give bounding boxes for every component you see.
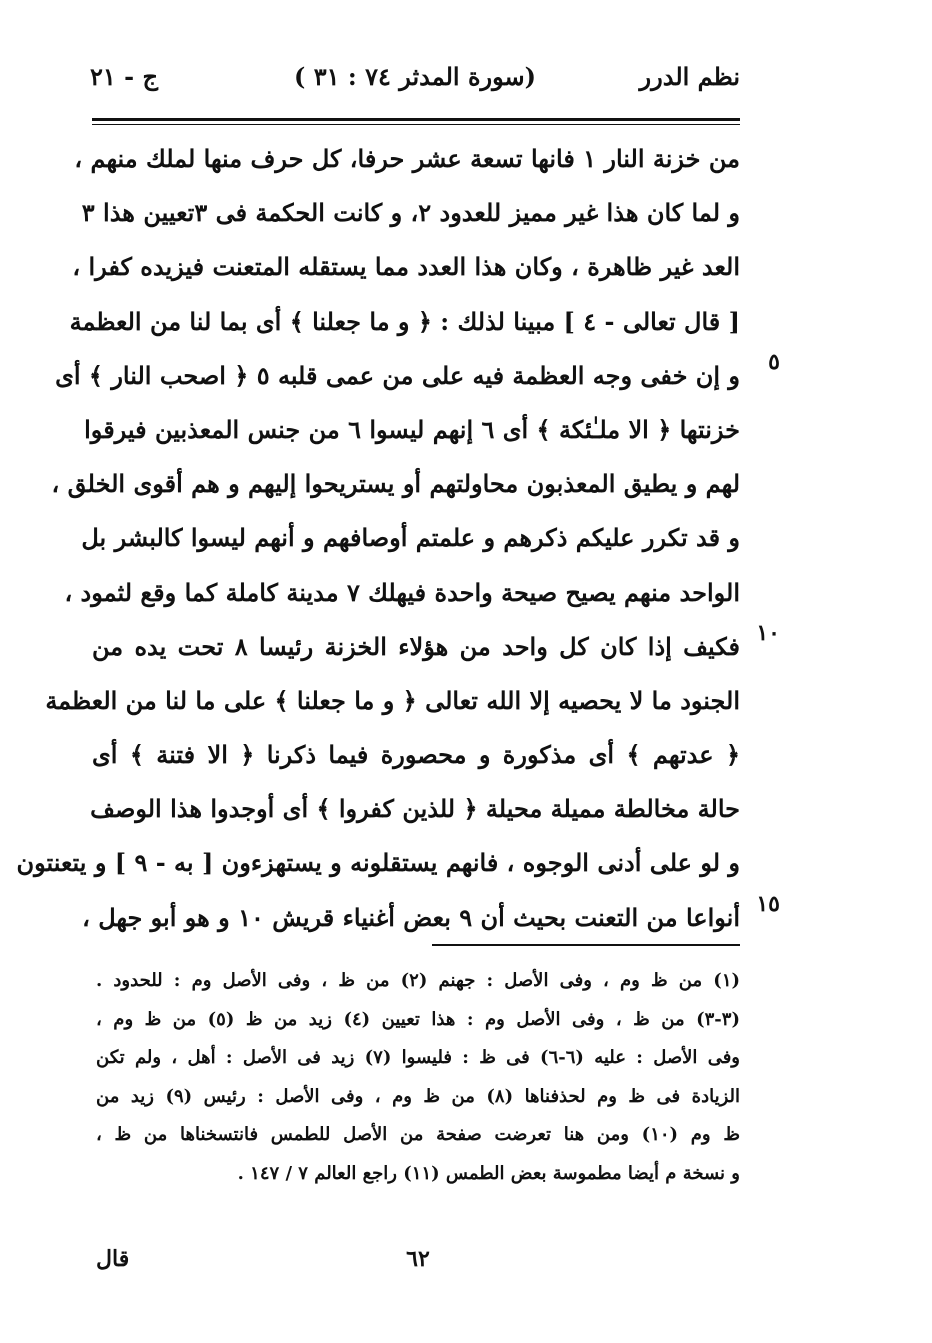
line-number: ٥ [768, 348, 780, 375]
text-line [51, 457, 740, 511]
line-text: و لو على أدنى الوجوه ، فانهم يستقلونه و يستهزءون [ به - ٩ ] و يتعنتون [16, 848, 740, 878]
header-rule-thick [92, 118, 740, 121]
text-line [81, 511, 740, 565]
text-line [84, 403, 740, 457]
header-rule-thin [92, 124, 740, 125]
running-header [90, 62, 740, 106]
text-line [64, 566, 740, 620]
page-footer [96, 1246, 740, 1282]
volume-reference: ج - ٢١ [90, 62, 158, 91]
text-line [69, 295, 740, 349]
text-line [55, 349, 740, 403]
footnote-line: (٣-٣) من ظ ، وفى الأصل وم : هذا تعيين (٤) زيد من ظ (٥) من ظ وم ، [96, 1008, 740, 1030]
footnote-line: (١) من ظ وم ، وفى الأصل : جهنم (٢) من ظ ، وفى الأصل وم : للحدود . [96, 970, 741, 991]
text-line [45, 674, 740, 728]
line-number: ١٥ [756, 890, 780, 917]
line-number: ١٠ [756, 619, 780, 646]
line-text: و قد تكرر عليكم ذكرهم و علمتم أوصافهم و أنهم ليسوا كالبشر بل [81, 523, 740, 553]
line-text: فكيف إذا كان كل واحد من هؤلاء الخزنة رئيسا ٨ تحت يده من [92, 631, 740, 661]
line-text: حالة مخالطة مميلة محيلة ﴿ للذين كفروا ﴾ أى أوجدوا هذا الوصف [90, 794, 740, 824]
footnote-line: و نسخة م أيضا مطموسة بعض الطمس (١١) راجع العالم ٧ / ١٤٧ . [237, 1162, 740, 1184]
text-line [92, 728, 740, 782]
footnote-line: الزيادة فى ظ وم لحذفناها (٨) من ظ وم ، وفى الأصل : رئيس (٩) زيد من [96, 1085, 740, 1107]
text-line [72, 240, 740, 294]
footnotes [96, 962, 740, 1193]
line-text: و لما كان هذا غير مميز للعدود ٢، و كانت الحكمة فى ٣تعيين هذا ٣ [81, 198, 740, 228]
line-text: لهم و يطيق المعذبون محاولتهم أو يستريحوا إليهم و هم أقوى الخلق ، [51, 469, 740, 499]
text-line [81, 186, 740, 240]
line-text: من خزنة النار ١ فانها تسعة عشر حرفا، كل حرف منها لملك منهم ، [74, 144, 740, 173]
surah-reference: (سورة المدثر ٧٤ : ٣١ ) [294, 62, 536, 91]
text-line [16, 836, 740, 890]
line-text: و إن خفى وجه العظمة فيه على من عمى قلبه ٥ ﴿ اصحب النار ﴾ أى [55, 360, 740, 390]
line-text: خزنتها ﴿ الا ملـٰئكة ﴾ أى ٦ إنهم ليسوا ٦ من جنس المعذبين فيرقوا [84, 414, 740, 444]
catchword: قال [96, 1246, 130, 1272]
text-line [92, 782, 740, 836]
line-text: ﴿ عدتهم ﴾ أى مذكورة و محصورة فيما ذكرنا ﴿ الا فتنة ﴾ أى [92, 740, 740, 770]
text-line [92, 620, 740, 674]
line-text: العد غير ظاهرة ، وكان هذا العدد مما يستقله المتعنت فيزيده كفرا ، [72, 252, 740, 282]
text-line [82, 891, 740, 945]
line-text: أنواعا من التعنت بحيث أن ٩ بعض أغنياء قريش ١٠ و هو أبو جهل ، [82, 902, 740, 932]
footnote-line: ظ وم (١٠) ومن هنا تعرضت صفحة من الأصل للطمس فانتسخناها من ظ ، [96, 1124, 740, 1145]
footnote-line: وفى الأصل : عليه (٦-٦) فى ظ : فليسوا (٧) زيد فى الأصل : أهل ، ولم تكن [96, 1047, 740, 1068]
line-text: [ قال تعالى - ٤ ] مبينا لذلك : ﴿ و ما جعلنا ﴾ أى بما لنا من العظمة [69, 306, 740, 336]
text-line [74, 132, 740, 186]
footnote-separator [432, 944, 740, 946]
page-number: ٦٢ [406, 1246, 430, 1272]
main-text [16, 132, 780, 945]
line-text: الواحد منهم يصيح صيحة واحدة فيهلك ٧ مدينة كاملة كما وقع لثمود ، [64, 577, 740, 607]
line-text: الجنود ما لا يحصيه إلا الله تعالى ﴿ و ما جعلنا ﴾ على ما لنا من العظمة [45, 685, 740, 715]
book-title: نظم الدرر [639, 62, 740, 91]
